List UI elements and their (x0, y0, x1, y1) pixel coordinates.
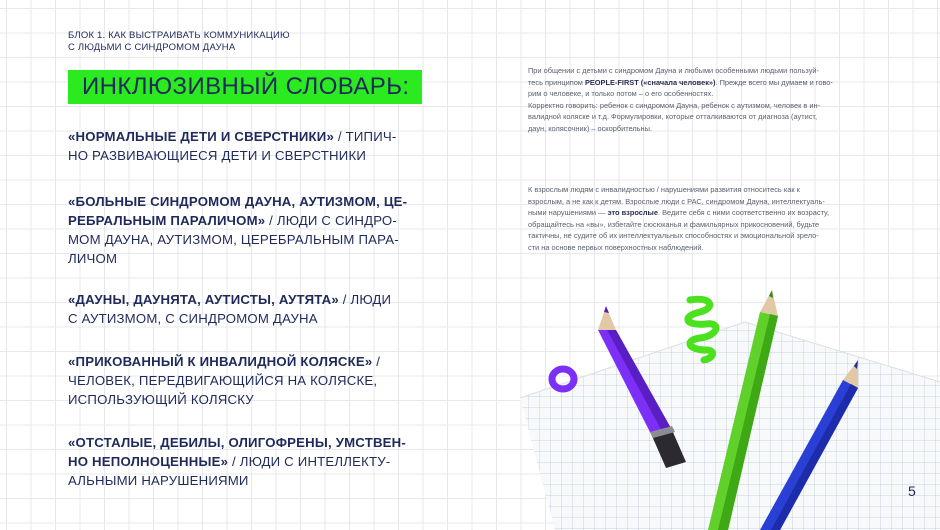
paragraph-line: сти на основе первых поверхностных наблюдений. (528, 242, 704, 252)
entry-term: РЕБРАЛЬНЫМ ПАРАЛИЧОМ» (68, 213, 266, 228)
purple-ring-icon (552, 369, 574, 389)
paragraph-line: взрослым, а не как к детям. Взрослые люди с РАС, синдромом Дауна, интеллектуаль- (528, 196, 825, 206)
page-number: 5 (908, 483, 916, 499)
paragraph-line: При общении с детьми с синдромом Дауна и любыми особенными людьми пользуй- (528, 66, 820, 75)
paragraph-line: Корректно говорить: ребенок с синдромом Дауна, ребенок с аутизмом, человек в ин- (528, 100, 821, 110)
entry-term: «ДАУНЫ, ДАУНЯТА, АУТИСТЫ, АУТЯТА» (68, 292, 339, 307)
paragraph-line: рим о человеке, и только потом – о его особенностях. (528, 89, 714, 99)
block-label-line-1: БЛОК 1. КАК ВЫСТРАИВАТЬ КОММУНИКАЦИЮ (68, 30, 290, 41)
entry-replacement: / ЛЮДИ (338, 292, 392, 307)
entry-term: НО НЕПОЛНОЦЕННЫЕ» (68, 454, 229, 469)
entry-replacement: ЛИЧОМ (68, 251, 118, 266)
people-first-term: PEOPLE-FIRST («сначала человек») (584, 77, 716, 87)
paragraph-line: тактичны, не судите об их интеллектуальных способностях и эмоциональной зрело- (528, 231, 819, 241)
entry-term: «БОЛЬНЫЕ СИНДРОМОМ ДАУНА, АУТИЗМОМ, ЦЕ- (68, 194, 408, 209)
page-title: ИНКЛЮЗИВНЫЙ СЛОВАРЬ: (82, 73, 410, 100)
entry-replacement: / ЛЮДИ С ИНТЕЛЛЕКТУ- (228, 454, 391, 469)
entry-replacement: НО РАЗВИВАЮЩИЕСЯ ДЕТИ И СВЕРСТНИКИ (68, 148, 367, 163)
entry-replacement: С АУТИЗМОМ, С СИНДРОМОМ ДАУНА (68, 311, 318, 326)
entry-term: «НОРМАЛЬНЫЕ ДЕТИ И СВЕРСТНИКИ» (68, 129, 334, 144)
entry-replacement: / (372, 354, 381, 369)
entry-term: «ПРИКОВАННЫЙ К ИНВАЛИДНОЙ КОЛЯСКЕ» (68, 354, 373, 369)
text-run: . Прежде всего мы думаем и гово- (715, 77, 833, 87)
entry-replacement: ЧЕЛОВЕК, ПЕРЕДВИГАЮЩИЙСЯ НА КОЛЯСКЕ, (68, 373, 378, 388)
paragraph-line: валидной коляске и т.д. Формулировки, которые отталкиваются от диагноза (аутист, (528, 112, 818, 122)
green-spiral-icon (688, 299, 716, 360)
entry-replacement: ИСПОЛЬЗУЮЩИЙ КОЛЯСКУ (68, 392, 254, 407)
entry-replacement: АЛЬНЫМИ НАРУШЕНИЯМИ (68, 473, 249, 488)
block-label-line-2: С ЛЮДЬМИ С СИНДРОМОМ ДАУНА (68, 42, 236, 53)
paragraph-line: обращайтесь на «вы», избегайте сюсюканья и фамильярных прикосновений, будьте (528, 219, 820, 229)
entry-replacement: / ТИПИЧ- (334, 129, 397, 144)
entry-term: «ОТСТАЛЫЕ, ДЕБИЛЫ, ОЛИГОФРЕНЫ, УМСТВЕН- (68, 435, 406, 450)
adults-emphasis: это взрослые (607, 208, 658, 218)
paragraph-line: К взрослым людям с инвалидностью / нарушениями развития относитесь как к (528, 185, 800, 194)
text-run: ными нарушениями — (528, 208, 608, 218)
paragraph-line: даун, колясочник) – оскорбительны. (528, 123, 652, 133)
entry-replacement: / ЛЮДИ С СИНДРО- (265, 213, 397, 228)
text-run: . Ведите себя с ними соответственно их возрасту, (657, 208, 830, 218)
text-run: тесь принципом (528, 77, 585, 87)
entry-replacement: МОМ ДАУНА, АУТИЗМОМ, ЦЕРЕБРАЛЬНЫМ ПАРА- (68, 232, 399, 247)
